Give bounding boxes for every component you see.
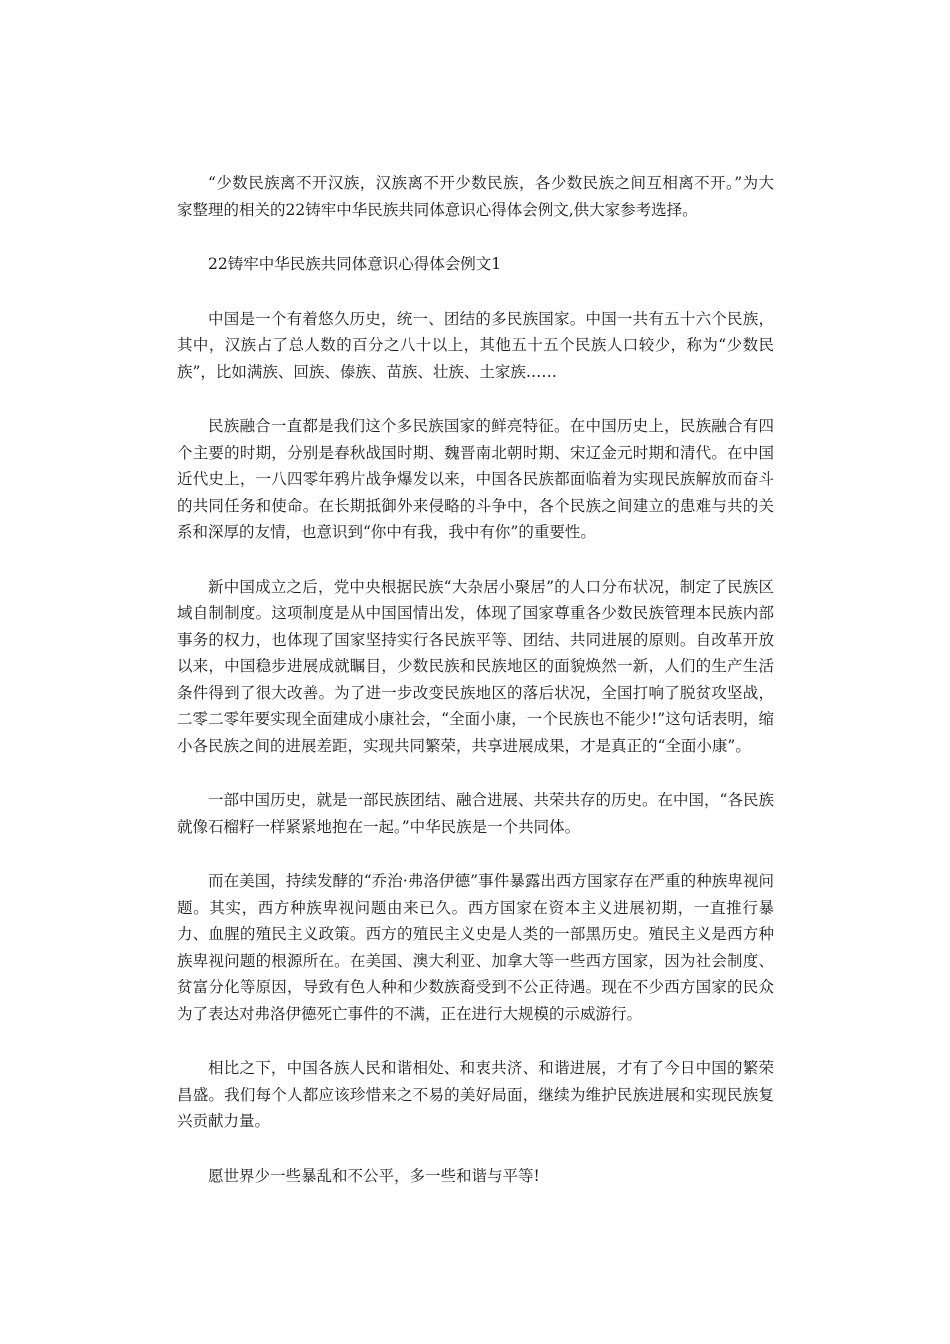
essay-heading: 22铸牢中华民族共同体意识心得体会例文1 bbox=[208, 255, 502, 273]
document-body bbox=[177, 170, 774, 1217]
body-paragraph-1: 中国是一个有着悠久历史，统一、团结的多民族国家。中国一共有五十六个民族，其中，汉族占了总人数的百分之八十以上，其他五十五个民族人口较少，称为“少数民族”，比如满族、回族、傣族、苗族、壮族、土家族…… bbox=[177, 309, 774, 381]
body-paragraph-4: 一部中国历史，就是一部民族团结、融合进展、共荣共存的历史。在中国，“各民族就像石榴籽一样紧紧地抱在一起。”中华民族是一个共同体。 bbox=[177, 791, 774, 836]
body-paragraph-3: 新中国成立之后，党中央根据民族“大杂居小聚居”的人口分布状况，制定了民族区域自制制度。这项制度是从中国国情出发，体现了国家尊重各少数民族管理本民族内部事务的权力，也体现了国家坚持实行各民族平等、团结、共同进展的原则。自改革开放以来，中国稳步进展成就瞩目，少数民族和民族地区的面貌焕然一新，人们的生产生活条件得到了很大改善。为了进一步改变民族地区的落后状况，全国打响了脱贫攻坚战，二零二零年要实现全面建成小康社会，“全面小康，一个民族也不能少!”这句话表明，缩小各民族之间的进展差距，实现共同繁荣，共享进展成果，才是真正的“全面小康”。 bbox=[177, 577, 774, 755]
body-paragraph-7: 愿世界少一些暴乱和不公平，多一些和谐与平等! bbox=[208, 1166, 540, 1185]
intro-paragraph: “少数民族离不开汉族，汉族离不开少数民族，各少数民族之间互相离不开。”为大家整理的相关的22铸牢中华民族共同体意识心得体会例文,供大家参考选择。 bbox=[177, 174, 774, 219]
body-paragraph-2: 民族融合一直都是我们这个多民族国家的鲜亮特征。在中国历史上，民族融合有四个主要的时期，分别是春秋战国时期、魏晋南北朝时期、宋辽金元时期和清代。在中国近代史上，一八四零年鸦片战争爆发以来，中国各民族都面临着为实现民族解放而奋斗的共同任务和使命。在长期抵御外来侵略的斗争中，各个民族之间建立的患难与共的关系和深厚的友情，也意识到“你中有我，我中有你”的重要性。 bbox=[177, 417, 774, 541]
body-paragraph-5: 而在美国，持续发酵的“乔治·弗洛伊德”事件暴露出西方国家存在严重的种族卑视问题。其实，西方种族卑视问题由来已久。西方国家在资本主义进展初期，一直推行暴力、血腥的殖民主义政策。西方的殖民主义史是人类的一部黑历史。殖民主义是西方种族卑视问题的根源所在。在美国、澳大利亚、加拿大等一些西方国家，因为社会制度、贫富分化等原因，导致有色人种和少数族裔受到不公正待遇。现在不少西方国家的民众为了表达对弗洛伊德死亡事件的不满，正在进行大规模的示威游行。 bbox=[177, 872, 774, 1023]
body-paragraph-6: 相比之下，中国各族人民和谐相处、和衷共济、和谐进展，才有了今日中国的繁荣昌盛。我们每个人都应该珍惜来之不易的美好局面，继续为维护民族进展和实现民族复兴贡献力量。 bbox=[177, 1059, 774, 1130]
